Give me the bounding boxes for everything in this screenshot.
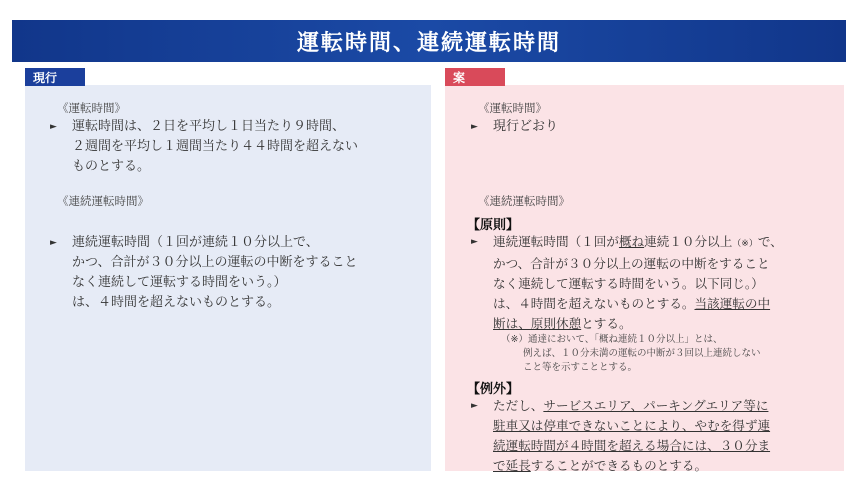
right-driving-heading: 《運転時間》	[478, 101, 547, 115]
note-line-1: （※）通達において、「概ね連続１０分以上」とは、	[501, 334, 723, 345]
page-title: 運転時間、連続運転時間	[12, 20, 846, 62]
bullet-icon: ►	[50, 122, 57, 132]
left-continuous-item: ► 連続運転時間（１回が連続１０分以上で、 かつ、合計が３０分以上の運転の中断をすること なく連続して運転する時間をいう。） は、４時間を超えないものとする。	[50, 235, 358, 310]
bullet-icon: ►	[471, 237, 478, 247]
bullet-icon: ►	[471, 401, 478, 411]
right-driving-item: ► 現行どおり	[471, 117, 831, 137]
bullet-icon: ►	[471, 122, 478, 132]
exception-label: 【例外】	[467, 382, 520, 397]
right-continuous-heading: 《連続運転時間》	[478, 194, 570, 208]
left-driving-heading: 《運転時間》	[57, 101, 126, 115]
left-driving-item: ► 運転時間は、２日を平均し１日当たり９時間、 ２週間を平均し１週間当たり４４時間を超えない ものとする。	[50, 119, 359, 174]
note-line-2: 例えば、１０分未満の運転の中断が３回以上連続しない	[523, 348, 761, 359]
left-continuous-heading: 《連続運転時間》	[57, 194, 149, 208]
proposal-tag: 案	[445, 68, 505, 86]
principle-label: 【原則】	[467, 218, 520, 233]
bullet-icon: ►	[50, 238, 57, 248]
exception-item: ► ただし、サービスエリア、パーキングエリア等に 駐車又は停車できないことにより、やむを得ず連 続運転時間が４時間を超える場合には、３０分ま で延長することができるものとする。	[471, 398, 771, 473]
note-line-3: こと等を示すこととする。	[523, 362, 638, 373]
principle-item: ► 連続運転時間（１回が概ね連続１０分以上（※）で、 かつ、合計が３０分以上の運転の中断をすること なく連続して運転する時間をいう。以下同じ。） は、４時間を超えないものとする。当該運転の中 断は、原則休憩とする。	[471, 234, 783, 331]
current-tag: 現行	[25, 68, 85, 86]
